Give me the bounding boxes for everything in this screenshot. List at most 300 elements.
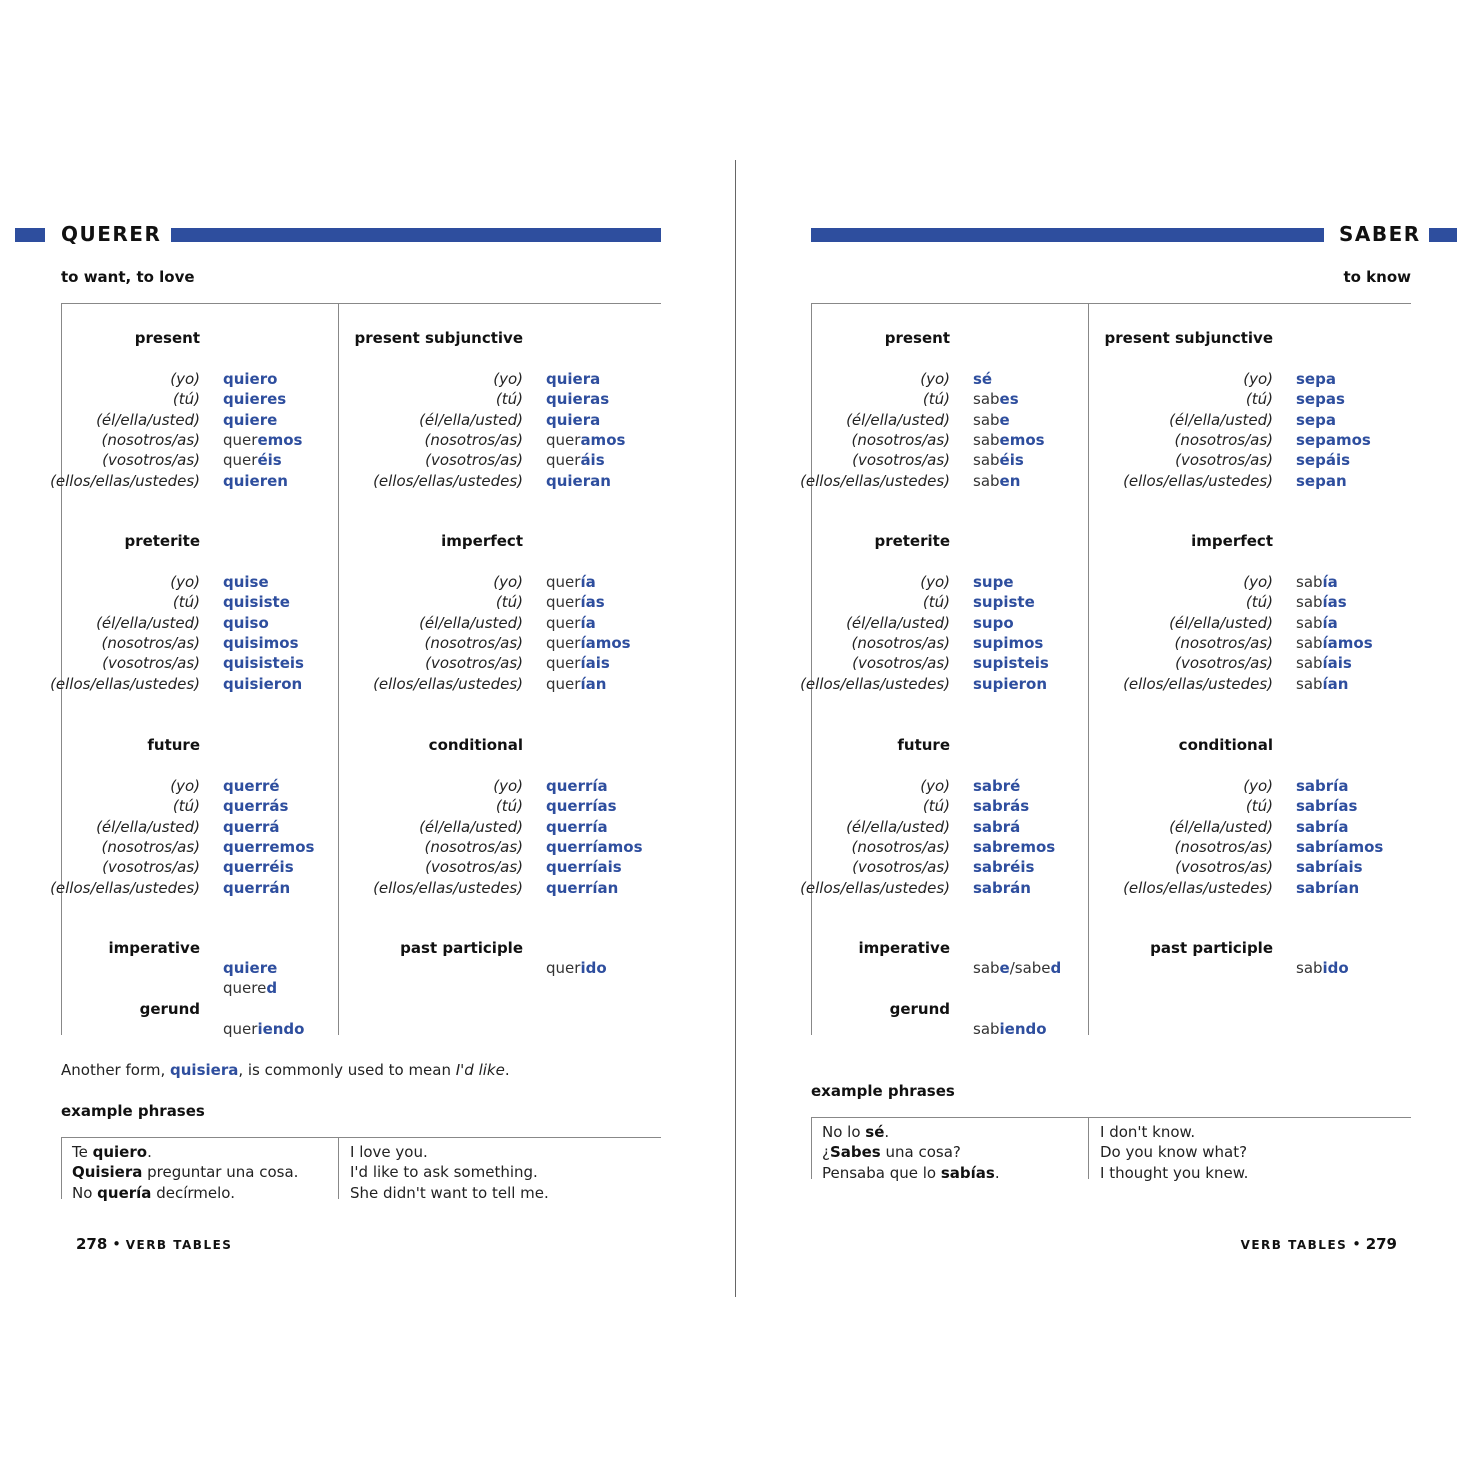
form-stem: sab [973,959,1000,977]
pronoun-label: (tú) [1245,390,1273,409]
pronoun-label: (ellos/ellas/ustedes) [1123,674,1273,693]
form-stem: quer [223,1020,258,1038]
pronoun-label: (ellos/ellas/ustedes) [1123,471,1273,490]
participle-form [546,959,607,977]
form-ending: querré [223,777,280,795]
right-footer-label: VERB TABLES [1240,1238,1348,1252]
pronoun-label: (nosotros/as) [1174,837,1273,856]
participle-title: past participle [1150,939,1273,957]
verb-form [1296,858,1363,876]
form-stem: sab [973,471,1000,490]
example-verb: Quisiera [72,1163,143,1182]
pronoun-label: (yo) [1243,777,1273,795]
tense-title: present [884,329,950,347]
form-ending: sabría [1296,817,1349,836]
pronoun-label: (nosotros/as) [424,633,523,652]
right-table-top-rule [811,303,1411,304]
verb-form [973,879,1031,897]
tense-title: present subjunctive [354,329,523,347]
note-after: . [504,1061,510,1079]
pronoun-label: (yo) [920,370,950,388]
form-ending: sabrás [973,797,1030,816]
example-english: I don't know. [1100,1123,1196,1141]
pronoun-label: (nosotros/as) [101,837,200,856]
tense-title: present [134,329,200,347]
example-spanish [72,1163,298,1181]
form-stem: sab [1296,654,1323,673]
left-examples-top-rule [61,1137,661,1138]
pronoun-label: (nosotros/as) [851,837,950,856]
verb-form [223,654,304,672]
form-ending: sepan [1296,471,1347,490]
verb-form [1296,431,1371,449]
left-header-bar-short [15,228,45,242]
pronoun-label: (nosotros/as) [1174,430,1273,449]
right-verb-meaning: to know [1343,268,1411,286]
pronoun-label: (vosotros/as) [852,654,950,673]
form-stem: quer [546,959,581,977]
pronoun-label: (tú) [172,797,200,816]
pronoun-label: (él/ella/usted) [846,613,950,632]
pronoun-label: (tú) [922,390,950,409]
verb-form [973,858,1034,876]
verb-form [546,614,596,632]
form-stem: quer [546,633,581,652]
gerund-form [973,1020,1047,1038]
form-ending: quieran [546,471,611,490]
verb-form [973,472,1020,490]
example-verb: sé [865,1123,885,1141]
pronoun-label: (yo) [1243,370,1273,388]
right-examples-left-rule [811,1117,812,1179]
verb-form [223,472,288,490]
verb-form [1296,593,1347,611]
verb-form [973,431,1045,449]
form-ending: íamos [1322,633,1373,652]
example-text: una cosa? [880,1143,961,1162]
form-ending: sabríamos [1296,837,1384,856]
form-ending: sabrían [1296,878,1360,897]
verb-form [546,431,625,449]
pronoun-label: (yo) [493,573,523,591]
imperative-form [223,959,277,977]
right-examples-mid-rule [1088,1117,1089,1179]
verb-form [973,614,1014,632]
pronoun-label: (nosotros/as) [424,430,523,449]
form-stem: quer [223,451,258,470]
pronoun-label: (tú) [1245,593,1273,612]
gerund-form [223,1020,304,1038]
verb-form [546,370,600,388]
pronoun-label: (yo) [170,573,200,591]
form-ending: quisiste [223,593,290,612]
example-spanish [72,1184,235,1202]
form-ending: querría [546,817,608,836]
example-english: I love you. [350,1143,428,1161]
verb-form [973,411,1010,429]
verb-form [223,614,269,632]
verb-form [1296,818,1348,836]
pronoun-label: (tú) [172,593,200,612]
form-ending: ía [580,613,596,632]
pronoun-label: (vosotros/as) [1175,451,1273,470]
verb-form [223,573,269,591]
pronoun-label: (nosotros/as) [424,837,523,856]
pronoun-label: (yo) [920,573,950,591]
form-stem: quere [223,979,267,998]
example-text: No [72,1183,98,1202]
pronoun-label: (tú) [922,797,950,816]
example-verb: quiero [92,1143,148,1161]
gerund-title: gerund [889,1000,950,1018]
pronoun-label: (vosotros/as) [425,858,523,877]
pronoun-label: (nosotros/as) [1174,633,1273,652]
form-ending: iendo [257,1020,305,1038]
form-ending: querríais [546,858,622,877]
pronoun-label: (yo) [493,777,523,795]
form-ending: ía [1322,573,1338,591]
pronoun-label: (ellos/ellas/ustedes) [800,674,950,693]
form-ending: ían [1322,674,1349,693]
pronoun-label: (él/ella/usted) [96,613,200,632]
form-ending: emos [257,430,303,449]
form-ending: quiero [223,370,278,388]
verb-form [973,390,1019,408]
form-ending: ido [580,959,607,977]
example-spanish [822,1164,1000,1182]
verb-form [546,858,622,876]
example-phrases-title: example phrases [61,1102,205,1120]
verb-form [223,593,290,611]
verb-form [546,390,609,408]
right-footer-sep: • [1347,1235,1366,1253]
pronoun-label: (yo) [1243,573,1273,591]
verb-form [223,675,302,693]
form-stem: quer [546,573,581,591]
verb-form [546,654,610,672]
example-english: She didn't want to tell me. [350,1183,549,1202]
form-ending: quisimos [223,633,299,652]
note-italic: I'd like [455,1061,505,1079]
imperative-title: imperative [108,939,200,957]
verb-form [546,777,608,795]
right-page-number: 279 [1365,1235,1397,1253]
left-examples-mid-rule [338,1137,339,1199]
form-ending: supiste [973,593,1035,612]
form-ending: quiere [223,410,278,429]
form-ending: d [266,979,278,998]
right-header-bar-long [811,228,1324,242]
verb-form [546,573,596,591]
left-footer [76,1235,232,1253]
left-footer-label: VERB TABLES [125,1238,233,1252]
pronoun-label: (tú) [495,390,523,409]
form-ending: quisisteis [223,654,304,673]
left-examples-left-rule [61,1137,62,1199]
tense-title: imperfect [1191,532,1273,550]
verb-form [1296,370,1336,388]
form-ending: sabrías [1296,797,1358,816]
pronoun-label: (ellos/ellas/ustedes) [1123,878,1273,897]
form-ending: ías [1322,593,1347,612]
form-ending: sepamos [1296,430,1371,449]
left-page-number: 278 [76,1235,108,1253]
form-stem: sab [1296,959,1323,977]
pronoun-label: (tú) [495,593,523,612]
pronoun-label: (tú) [172,390,200,409]
pronoun-label: (ellos/ellas/ustedes) [50,471,200,490]
form-ending: e [999,410,1010,429]
pronoun-label: (yo) [493,370,523,388]
example-english: I thought you knew. [1100,1163,1249,1182]
form-ending: sabrá [973,817,1021,836]
verb-form [1296,879,1359,897]
verb-form [973,593,1035,611]
form-ending: querrán [223,878,291,897]
verb-form [1296,797,1357,815]
form-ending: sabría [1296,777,1349,795]
pronoun-label: (vosotros/as) [852,451,950,470]
pronoun-label: (él/ella/usted) [96,410,200,429]
pronoun-label: (ellos/ellas/ustedes) [800,878,950,897]
left-table-top-rule [61,303,661,304]
form-ending: sepas [1296,390,1345,409]
pronoun-label: (tú) [495,797,523,816]
form-ending: sepa [1296,370,1336,388]
note-middle: , is commonly used to mean [238,1061,456,1079]
form-stem: sab [1296,633,1323,652]
form-stem: sab [973,430,1000,449]
example-text: Pensaba que lo [822,1163,941,1182]
example-text: ¿ [822,1143,830,1162]
pronoun-label: (ellos/ellas/ustedes) [373,674,523,693]
form-ending: éis [257,451,282,470]
form-stem: sab [1296,674,1323,693]
form-stem: sab [973,451,1000,470]
verb-form [1296,614,1338,632]
form-ending: emos [999,430,1045,449]
example-text: . [147,1143,152,1161]
verb-form [973,818,1020,836]
form-ending: querrá [223,817,280,836]
tense-title: future [897,736,950,754]
example-spanish [822,1123,889,1141]
verb-form [1296,451,1350,469]
right-table-mid-rule [1088,303,1089,1035]
verb-form [1296,838,1383,856]
example-text: No lo [822,1123,866,1141]
tense-title: conditional [428,736,523,754]
imperative-form [223,979,277,997]
verb-form [546,451,605,469]
verb-form [223,431,302,449]
verb-form [1296,654,1352,672]
pronoun-label: (ellos/ellas/ustedes) [373,471,523,490]
form-stem: sab [1296,593,1323,612]
verb-form [973,675,1047,693]
pronoun-label: (él/ella/usted) [96,817,200,836]
gerund-title: gerund [139,1000,200,1018]
verb-form [973,370,992,388]
example-text: preguntar una cosa. [142,1163,299,1182]
left-verb-meaning: to want, to love [61,268,195,286]
left-table-mid-rule [338,303,339,1035]
participle-form [1296,959,1349,977]
form-ending: quieren [223,471,288,490]
verb-form [546,634,631,652]
form-ending: quiera [546,370,601,388]
pronoun-label: (ellos/ellas/ustedes) [50,674,200,693]
form-ending: sé [973,370,993,388]
form-ending: quiere [223,959,278,977]
form-ending: sabríais [1296,858,1363,877]
pronoun-label: (vosotros/as) [1175,858,1273,877]
form-ending: sepáis [1296,451,1351,470]
verb-form [223,797,288,815]
form-ending: supimos [973,633,1044,652]
form-stem: quer [546,430,581,449]
pronoun-label: (vosotros/as) [1175,654,1273,673]
form-ending: quiso [223,613,269,632]
pronoun-label: (tú) [922,593,950,612]
form-ending: supe [973,573,1014,591]
example-spanish [72,1143,152,1161]
form-stem: sab [1296,573,1323,591]
pronoun-label: (él/ella/usted) [419,817,523,836]
form-ending: quiera [546,410,601,429]
pronoun-label: (él/ella/usted) [846,410,950,429]
verb-form [546,879,618,897]
verb-form [1296,777,1348,795]
left-footer-sep: • [107,1235,126,1253]
pronoun-label: (ellos/ellas/ustedes) [800,471,950,490]
pronoun-label: (él/ella/usted) [419,613,523,632]
verb-form [223,879,290,897]
form-ending: áis [580,451,605,470]
form-stem: sab [973,410,1000,429]
pronoun-label: (ellos/ellas/ustedes) [50,878,200,897]
example-text: decírmelo. [151,1183,235,1202]
verb-form [223,451,282,469]
verb-form [1296,472,1347,490]
example-phrases-title: example phrases [811,1082,955,1100]
form-stem: sab [1296,613,1323,632]
pronoun-label: (tú) [1245,797,1273,816]
pronoun-label: (vosotros/as) [852,858,950,877]
example-verb: quería [97,1183,152,1202]
pronoun-label: (vosotros/as) [102,654,200,673]
verb-form [973,634,1043,652]
form-ending: quieras [546,390,610,409]
form-ending: supo [973,613,1014,632]
verb-form [1296,390,1345,408]
participle-title: past participle [400,939,523,957]
verb-form [973,654,1049,672]
form-ending: íais [1322,654,1352,673]
pronoun-label: (ellos/ellas/ustedes) [373,878,523,897]
pronoun-label: (él/ella/usted) [1169,613,1273,632]
left-verb-title: QUERER [61,222,162,246]
form-ending: quise [223,573,269,591]
form-ending: d [1050,959,1062,977]
left-table-left-rule [61,303,62,1035]
pronoun-label: (vosotros/as) [425,654,523,673]
verb-form [546,818,608,836]
form-ending: iendo [999,1020,1047,1038]
note-word: quisiera [170,1061,239,1079]
imperative-form [973,959,1061,977]
form-ending: amos [580,430,626,449]
verb-form [973,838,1055,856]
form-stem: sab [973,1020,1000,1038]
verb-form [973,573,1014,591]
pronoun-label: (él/ella/usted) [846,817,950,836]
form-ending: quisieron [223,674,303,693]
example-english: Do you know what? [1100,1143,1248,1162]
tense-title: present subjunctive [1104,329,1273,347]
form-ending: querría [546,777,608,795]
example-verb: Sabes [829,1143,881,1162]
form-ending: sabré [973,777,1021,795]
verb-form [973,451,1024,469]
form-stem: quer [546,451,581,470]
verb-form [1296,634,1373,652]
form-ending: querremos [223,837,315,856]
verb-form [223,838,314,856]
pronoun-label: (yo) [170,370,200,388]
right-table-left-rule [811,303,812,1035]
verb-form [546,675,606,693]
right-verb-title: SABER [1339,222,1421,246]
form-ending: íais [580,654,610,673]
example-text: . [994,1163,1000,1182]
verb-form [223,634,299,652]
verb-form [1296,675,1348,693]
form-ending: querrías [546,797,617,816]
form-stem: quer [546,674,581,693]
form-ending: quieres [223,390,287,409]
example-verb: sabías [940,1163,995,1182]
right-header-bar-short [1429,228,1457,242]
pronoun-label: (él/ella/usted) [1169,817,1273,836]
tense-title: preterite [124,532,200,550]
form-ending: sabremos [973,837,1056,856]
book-gutter [735,160,736,1297]
verb-form [546,593,605,611]
form-stem: /sabe [1009,959,1051,977]
imperative-title: imperative [858,939,950,957]
verb-form [546,838,643,856]
verb-form [223,390,286,408]
example-text: Te [72,1143,93,1161]
form-ending: íamos [580,633,631,652]
verb-form [546,797,617,815]
form-ending: querrás [223,797,289,816]
verb-form [223,411,277,429]
right-examples-top-rule [811,1117,1411,1118]
form-stem: quer [546,593,581,612]
form-ending: querrían [546,878,619,897]
pronoun-label: (nosotros/as) [101,633,200,652]
verb-form [546,411,600,429]
note-before: Another form, [61,1061,171,1079]
verb-form [973,777,1020,795]
form-ending: querríamos [546,837,643,856]
form-stem: quer [546,654,581,673]
verb-form [223,858,294,876]
example-english: I'd like to ask something. [350,1163,538,1182]
form-ending: supisteis [973,654,1049,673]
